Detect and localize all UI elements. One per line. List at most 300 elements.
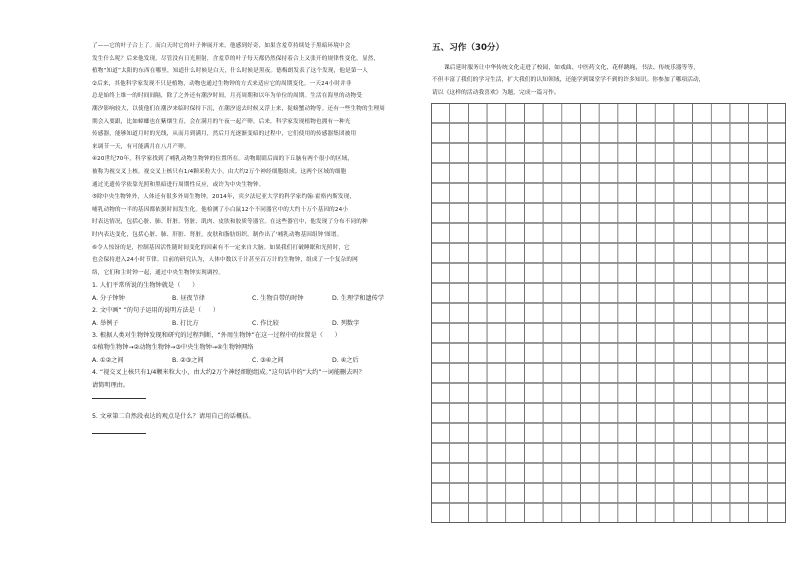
grid-cell <box>468 404 487 423</box>
grid-cell <box>543 244 562 263</box>
grid-cell <box>450 284 469 303</box>
grid-cell <box>431 424 450 443</box>
question-3: 3. 根据人类对生物钟发现和研究的过程判断，“外周生物钟”在这一过程中的位置是（ ） <box>92 331 341 339</box>
grid-cell <box>580 344 599 363</box>
grid-cell <box>730 164 749 183</box>
grid-cell <box>730 504 749 523</box>
grid-cell <box>655 504 674 523</box>
grid-cell <box>524 464 543 483</box>
grid-cell <box>524 204 543 223</box>
passage-line: 时内表达变化，包括心脏、肺、肝脏、肾脏，皮肤和脂肪组织。制作出了'哺乳动物基因组钟'图谱。 <box>92 231 343 238</box>
grid-cell <box>637 384 656 403</box>
grid-cell <box>506 164 525 183</box>
grid-cell <box>562 324 581 343</box>
grid-cell <box>506 124 525 143</box>
grid-cell <box>468 224 487 243</box>
grid-cell <box>730 224 749 243</box>
grid-cell <box>524 284 543 303</box>
grid-cell <box>767 424 786 443</box>
grid-cell <box>450 484 469 503</box>
grid-cell <box>730 264 749 283</box>
grid-cell <box>580 384 599 403</box>
grid-cell <box>749 164 768 183</box>
grid-cell <box>655 184 674 203</box>
grid-cell <box>562 304 581 323</box>
grid-cell <box>730 104 749 123</box>
grid-cell <box>524 504 543 523</box>
section-title: 五、习作（30分） <box>432 43 505 53</box>
grid-cell <box>431 224 450 243</box>
grid-cell <box>637 104 656 123</box>
grid-cell <box>468 464 487 483</box>
grid-cell <box>524 484 543 503</box>
grid-cell <box>767 144 786 163</box>
grid-cell <box>637 464 656 483</box>
grid-cell <box>711 224 730 243</box>
grid-cell <box>711 244 730 263</box>
grid-cell <box>431 244 450 263</box>
grid-cell <box>580 224 599 243</box>
grid-cell <box>655 384 674 403</box>
grid-cell <box>562 344 581 363</box>
grid-cell <box>730 364 749 383</box>
grid-cell <box>674 504 693 523</box>
grid-cell <box>562 144 581 163</box>
writing-grid[interactable] <box>431 103 786 523</box>
passage-line: ④20世纪70年，科学家找到了哺乳动物生物钟的位置所在。动物眼睛后面的下丘脑有两个很小的区域， <box>92 156 354 163</box>
grid-cell <box>674 384 693 403</box>
grid-cell <box>730 424 749 443</box>
grid-cell <box>749 204 768 223</box>
grid-cell <box>674 284 693 303</box>
grid-cell <box>468 204 487 223</box>
grid-cell <box>450 304 469 323</box>
grid-cell <box>450 244 469 263</box>
grid-cell <box>693 144 712 163</box>
option[interactable]: B. 打比方 <box>172 319 199 327</box>
grid-cell <box>580 504 599 523</box>
grid-cell <box>450 364 469 383</box>
grid-cell <box>487 144 506 163</box>
grid-cell <box>711 484 730 503</box>
grid-cell <box>524 164 543 183</box>
grid-cell <box>749 484 768 503</box>
grid-cell <box>767 244 786 263</box>
grid-cell <box>431 464 450 483</box>
grid-cell <box>487 244 506 263</box>
grid-cell <box>618 284 637 303</box>
grid-cell <box>730 304 749 323</box>
grid-cell <box>674 324 693 343</box>
grid-cell <box>487 104 506 123</box>
grid-cell <box>711 104 730 123</box>
grid-cell <box>487 484 506 503</box>
grid-cell <box>468 284 487 303</box>
grid-cell <box>749 444 768 463</box>
grid-cell <box>749 424 768 443</box>
grid-cell <box>730 404 749 423</box>
grid-cell <box>580 484 599 503</box>
grid-cell <box>674 304 693 323</box>
grid-cell <box>655 404 674 423</box>
grid-cell <box>580 244 599 263</box>
grid-cell <box>450 404 469 423</box>
passage-line: 了——它的叶子合上了。而白天时它的叶子伸展开来。他感到好奇，如果含羞草持续处于黑暗环境中会 <box>92 43 351 49</box>
grid-cell <box>543 144 562 163</box>
grid-cell <box>693 104 712 123</box>
grid-cell <box>580 144 599 163</box>
grid-cell <box>693 504 712 523</box>
grid-cell <box>450 444 469 463</box>
grid-cell <box>693 184 712 203</box>
grid-cell <box>468 324 487 343</box>
grid-cell <box>543 164 562 183</box>
grid-cell <box>693 304 712 323</box>
grid-cell <box>487 184 506 203</box>
grid-cell <box>543 304 562 323</box>
grid-cell <box>468 504 487 523</box>
grid-cell <box>580 164 599 183</box>
question-2-options <box>92 318 414 330</box>
option[interactable]: A. 举例子 <box>92 319 119 327</box>
grid-cell <box>767 344 786 363</box>
grid-cell <box>674 104 693 123</box>
option[interactable]: A. ①②之间 <box>92 356 124 364</box>
grid-cell <box>562 384 581 403</box>
grid-cell <box>655 464 674 483</box>
grid-cell <box>711 384 730 403</box>
grid-cell <box>655 444 674 463</box>
grid-cell <box>693 124 712 143</box>
grid-cell <box>562 124 581 143</box>
grid-cell <box>431 144 450 163</box>
grid-cell <box>524 344 543 363</box>
grid-cell <box>711 444 730 463</box>
grid-cell <box>674 144 693 163</box>
question-4: 4. “视交叉上核只有1/4颗米粒大小，由大约2万个神经细胞组成。”这句话中的“大约”一词能删去吗？ <box>92 369 365 377</box>
grid-cell <box>618 164 637 183</box>
grid-cell <box>618 504 637 523</box>
grid-cell <box>655 264 674 283</box>
grid-cell <box>767 104 786 123</box>
grid-cell <box>730 324 749 343</box>
grid-cell <box>618 124 637 143</box>
grid-cell <box>468 364 487 383</box>
question-4-cont: 请简明理由。 <box>92 381 130 389</box>
grid-cell <box>599 424 618 443</box>
grid-cell <box>506 244 525 263</box>
grid-cell <box>767 324 786 343</box>
grid-cell <box>468 444 487 463</box>
grid-cell <box>506 264 525 283</box>
grid-cell <box>431 384 450 403</box>
grid-cell <box>637 124 656 143</box>
grid-cell <box>730 204 749 223</box>
grid-cell <box>618 244 637 263</box>
passage-line: ②后来，其他科学家发现不只是植物，动物也通过生物钟的方式来适应它的周期变化。一天24小时并非 <box>92 80 352 87</box>
question-5: 5. 文章第二自然段表达的观点是什么？请用自己的话概括。 <box>92 412 255 420</box>
grid-cell <box>487 404 506 423</box>
grid-cell <box>618 444 637 463</box>
grid-cell <box>618 344 637 363</box>
grid-cell <box>543 204 562 223</box>
grid-cell <box>711 284 730 303</box>
grid-cell <box>562 444 581 463</box>
grid-cell <box>618 324 637 343</box>
grid-cell <box>637 244 656 263</box>
grid-cell <box>506 344 525 363</box>
prompt-line: 课后延时服务让中华传统文化走进了校园，如戏曲、中医药文化、花样跳绳、书法、传统乐器等等， <box>444 65 700 71</box>
grid-cell <box>730 144 749 163</box>
grid-cell <box>506 284 525 303</box>
option[interactable]: B. ②③之间 <box>172 356 204 364</box>
grid-cell <box>730 464 749 483</box>
grid-cell <box>562 244 581 263</box>
question-2: 2. 文中画“ ”的句子运用的说明方法是（ ） <box>92 307 220 315</box>
grid-cell <box>749 344 768 363</box>
grid-cell <box>637 264 656 283</box>
grid-cell <box>599 244 618 263</box>
grid-cell <box>749 284 768 303</box>
grid-cell <box>674 444 693 463</box>
grid-cell <box>524 144 543 163</box>
grid-cell <box>450 464 469 483</box>
grid-cell <box>674 204 693 223</box>
grid-cell <box>562 424 581 443</box>
grid-cell <box>450 124 469 143</box>
passage-line: ⑤除中央生物钟外，人体还有很多外周生物钟。2014年，宾夕法尼亚大学的科学家约翰·霍格内斯发现， <box>92 194 356 201</box>
option[interactable]: C. ③④之间 <box>252 356 284 364</box>
grid-cell <box>450 144 469 163</box>
grid-cell <box>674 244 693 263</box>
option[interactable]: C. 生物自带的时钟 <box>252 294 304 302</box>
grid-cell <box>730 184 749 203</box>
grid-cell <box>767 384 786 403</box>
grid-cell <box>599 504 618 523</box>
grid-cell <box>711 424 730 443</box>
grid-cell <box>562 164 581 183</box>
grid-cell <box>431 184 450 203</box>
grid-cell <box>730 124 749 143</box>
grid-cell <box>431 104 450 123</box>
grid-cell <box>468 124 487 143</box>
option[interactable]: B. 昼夜节律 <box>172 294 205 302</box>
grid-cell <box>524 184 543 203</box>
grid-cell <box>655 344 674 363</box>
grid-cell <box>637 144 656 163</box>
prompt-line: 不但丰富了我们的学习生活，扩大我们的认知领域，还能学到课堂学不到的许多知识。你参加了哪项活动， <box>432 77 705 84</box>
answer-line[interactable] <box>92 433 146 434</box>
question-3-options <box>92 355 414 367</box>
passage-line: 络，它们和主时钟一起，通过中央生物钟实现调控。 <box>92 269 225 276</box>
grid-cell <box>655 284 674 303</box>
grid-cell <box>637 324 656 343</box>
grid-cell <box>562 204 581 223</box>
grid-cell <box>618 304 637 323</box>
grid-cell <box>767 444 786 463</box>
grid-cell <box>468 344 487 363</box>
grid-cell <box>506 424 525 443</box>
grid-cell <box>674 164 693 183</box>
grid-cell <box>487 324 506 343</box>
grid-cell <box>618 144 637 163</box>
grid-cell <box>637 164 656 183</box>
passage-line: ⑥令人惊讶的是，控制基因活性随时间变化的因素有不一定来自大脑。如果我们打破睡眠和光照时，它 <box>92 244 350 251</box>
option[interactable]: D. 列数字 <box>332 319 360 327</box>
grid-cell <box>487 304 506 323</box>
grid-cell <box>693 344 712 363</box>
grid-cell <box>468 164 487 183</box>
grid-cell <box>749 224 768 243</box>
grid-cell <box>730 344 749 363</box>
grid-cell <box>524 384 543 403</box>
grid-cell <box>431 204 450 223</box>
grid-cell <box>524 264 543 283</box>
grid-cell <box>749 404 768 423</box>
grid-cell <box>711 324 730 343</box>
grid-cell <box>767 464 786 483</box>
grid-cell <box>655 104 674 123</box>
grid-cell <box>468 244 487 263</box>
grid-cell <box>487 264 506 283</box>
grid-cell <box>711 144 730 163</box>
grid-cell <box>655 484 674 503</box>
grid-cell <box>524 224 543 243</box>
grid-cell <box>730 384 749 403</box>
grid-cell <box>637 444 656 463</box>
grid-cell <box>506 484 525 503</box>
grid-cell <box>487 364 506 383</box>
grid-cell <box>543 224 562 243</box>
passage-line: 也会保持进入24小时节律。目前的研究认为，人体中数以千计甚至百万计的生物钟，组成了一个复杂的网 <box>92 257 358 264</box>
grid-cell <box>450 384 469 403</box>
grid-cell <box>749 324 768 343</box>
grid-cell <box>711 464 730 483</box>
grid-cell <box>543 324 562 343</box>
grid-cell <box>674 184 693 203</box>
grid-cell <box>767 204 786 223</box>
grid-cell <box>524 364 543 383</box>
grid-cell <box>749 464 768 483</box>
grid-cell <box>506 364 525 383</box>
grid-cell <box>506 304 525 323</box>
grid-cell <box>655 224 674 243</box>
grid-cell <box>674 224 693 243</box>
grid-cell <box>674 424 693 443</box>
grid-cell <box>655 164 674 183</box>
grid-cell <box>580 204 599 223</box>
grid-cell <box>618 424 637 443</box>
grid-cell <box>674 344 693 363</box>
grid-cell <box>767 364 786 383</box>
grid-cell <box>450 164 469 183</box>
grid-cell <box>431 364 450 383</box>
grid-cell <box>749 244 768 263</box>
grid-cell <box>543 384 562 403</box>
option[interactable]: D. ④之后 <box>332 356 359 364</box>
option[interactable]: A. 分子钟钟 <box>92 294 125 302</box>
grid-cell <box>655 304 674 323</box>
grid-cell <box>637 224 656 243</box>
grid-cell <box>618 204 637 223</box>
grid-cell <box>749 104 768 123</box>
grid-cell <box>524 124 543 143</box>
grid-cell <box>431 324 450 343</box>
grid-cell <box>637 344 656 363</box>
grid-cell <box>431 484 450 503</box>
grid-cell <box>580 264 599 283</box>
grid-cell <box>637 404 656 423</box>
grid-cell <box>450 424 469 443</box>
grid-cell <box>599 404 618 423</box>
grid-cell <box>711 404 730 423</box>
grid-cell <box>767 504 786 523</box>
grid-cell <box>674 364 693 383</box>
grid-cell <box>599 344 618 363</box>
grid-cell <box>599 444 618 463</box>
question-3-sequence: ①植物生物钟→②动物生物钟→③中央生物钟→④生物钟网络 <box>92 344 254 352</box>
grid-cell <box>693 464 712 483</box>
option[interactable]: C. 作比较 <box>252 319 279 327</box>
grid-cell <box>562 464 581 483</box>
grid-cell <box>711 124 730 143</box>
grid-cell <box>506 404 525 423</box>
grid-cell <box>674 484 693 503</box>
grid-cell <box>524 104 543 123</box>
grid-cell <box>711 204 730 223</box>
grid-cell <box>637 304 656 323</box>
grid-cell <box>487 164 506 183</box>
grid-cell <box>562 264 581 283</box>
grid-cell <box>580 464 599 483</box>
grid-cell <box>468 484 487 503</box>
grid-cell <box>599 304 618 323</box>
grid-cell <box>468 304 487 323</box>
grid-cell <box>618 104 637 123</box>
grid-cell <box>506 324 525 343</box>
grid-cell <box>674 264 693 283</box>
grid-cell <box>693 284 712 303</box>
grid-cell <box>431 284 450 303</box>
grid-cell <box>524 324 543 343</box>
grid-cell <box>524 404 543 423</box>
grid-cell <box>599 264 618 283</box>
passage-line: 哺乳动物的一半的基因都依据时间发生化。他检测了小白鼠12个不同器官中的大约十万个基因的24小 <box>92 206 349 213</box>
grid-cell <box>487 284 506 303</box>
option[interactable]: D. 生理学和遗传学 <box>332 294 385 302</box>
grid-cell <box>450 324 469 343</box>
grid-cell <box>468 424 487 443</box>
grid-cell <box>693 384 712 403</box>
grid-cell <box>749 124 768 143</box>
grid-cell <box>693 424 712 443</box>
grid-cell <box>468 264 487 283</box>
grid-cell <box>524 244 543 263</box>
grid-cell <box>543 464 562 483</box>
grid-cell <box>655 144 674 163</box>
grid-cell <box>450 104 469 123</box>
answer-line[interactable] <box>92 398 146 399</box>
grid-cell <box>599 384 618 403</box>
grid-border <box>432 104 786 523</box>
grid-cell <box>599 184 618 203</box>
grid-cell <box>599 164 618 183</box>
grid-cell <box>580 364 599 383</box>
grid-cell <box>693 324 712 343</box>
grid-cell <box>562 404 581 423</box>
grid-cell <box>562 504 581 523</box>
grid-cell <box>431 404 450 423</box>
